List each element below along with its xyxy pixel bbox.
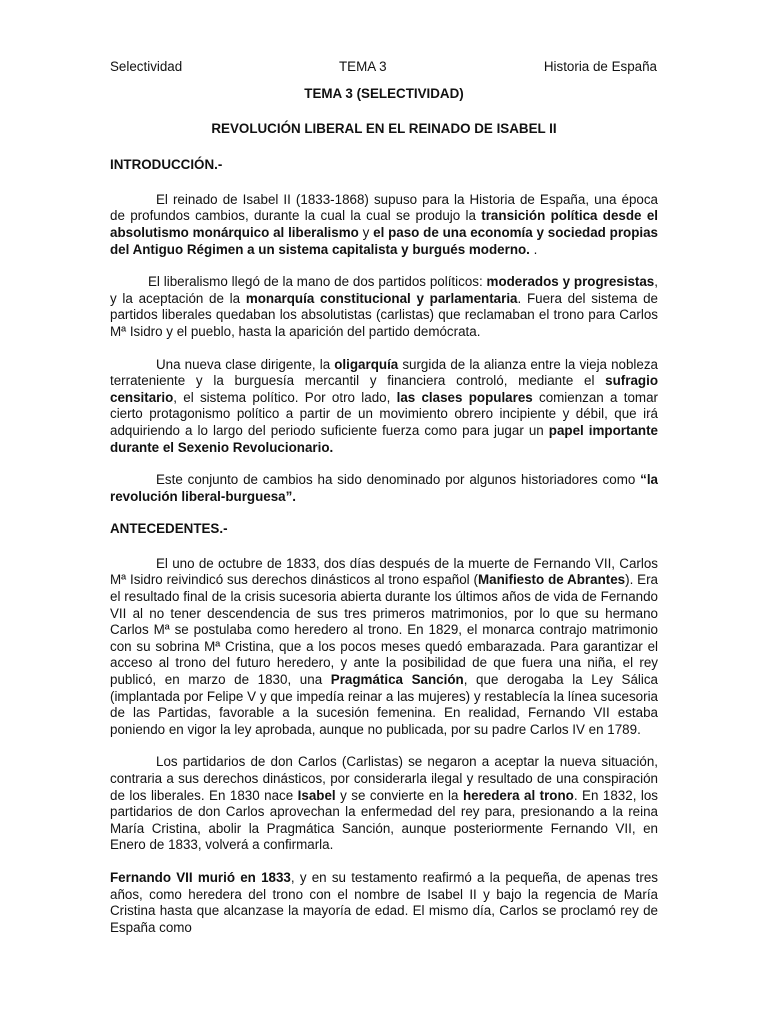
bold-text-run: Manifiesto de Abrantes <box>477 572 626 588</box>
text-run: surgida de la alianza entre la vieja nobleza terrateniente y la burguesía mercantil y financiera controló, mediante el <box>110 356 658 389</box>
header-left: Selectividad <box>110 59 183 74</box>
text-run: . Fuera del sistema de partidos liberales quedaban los absolutistas (carlistas) que reclamaban el trono para Carlos Mª Isidro y el pueblo, hasta la aparición del partido demócrata. <box>110 290 658 339</box>
header-center: TEMA 3 <box>339 59 387 74</box>
text-run: , que derogaba la Ley Sálica (implantada por Felipe V y que impedía reinar a las mujeres) y restablecía la línea sucesoria de las Partidas, favorable a la sucesión femenina. En realidad, Fernando VII estaba poniendo en vigor la ley aprobada, aunque no publicada, por su padre Carlos IV en 1789. <box>110 672 658 737</box>
bold-text-run: Pragmática Sanción <box>330 672 464 688</box>
bold-text-run: heredera al trono <box>462 787 574 803</box>
text-run: y <box>358 224 374 240</box>
text-run: El liberalismo llegó de la mano de dos partidos políticos: <box>148 274 487 290</box>
text-run: , y la aceptación de la <box>110 274 658 306</box>
text-run: El reinado de Isabel II (1833-1868) supuso para la Historia de España, una época de profundos cambios, durante la cual la cual se produjo la <box>110 191 658 224</box>
bold-text-run: el paso de una economía y sociedad propias del Antiguo Régimen a un sistema capitalista y burgués moderno. <box>110 224 659 257</box>
paragraph <box>110 472 658 505</box>
paragraph <box>110 274 658 340</box>
running-header <box>110 59 657 76</box>
bold-text-run: papel importante durante el Sexenio Revolucionario. <box>110 422 658 455</box>
text-run: . En 1832, los partidarios de don Carlos aprovechan la enfermedad del rey para, presionando a la reina María Cristina, abolir la Pragmática Sanción, aunque posteriormente Fernando VII, en Enero de 1833, volverá a confirmarla. <box>110 787 659 853</box>
section-heading-antecedentes: ANTECEDENTES.- <box>110 521 228 537</box>
bold-text-run: transición política desde el absolutismo monárquico al liberalismo <box>110 208 658 240</box>
document-body <box>110 86 658 952</box>
text-run: Este conjunto de cambios ha sido denominado por algunos historiadores como <box>156 472 641 488</box>
text-run: comienzan a tomar cierto protagonismo político a partir de un movimiento obrero incipiente y débil, que irá adquiriendo a lo largo del periodo suficiente fuerza como para jugar un <box>110 389 658 438</box>
paragraph <box>110 754 658 854</box>
text-run: Una nueva clase dirigente, la <box>156 356 335 372</box>
text-run: , y en su testamento reafirmó a la pequeña, de apenas tres años, como heredera del trono con el nombre de Isabel II y bajo la regencia de María Cristina hasta que alcanzase la mayoría de edad. El mismo día, Carlos se proclamó rey de España como <box>110 869 658 935</box>
header-right: Historia de España <box>543 59 657 74</box>
text-run: Los partidarios de don Carlos (Carlistas) se negaron a aceptar la nueva situación, contraria a sus derechos dinásticos, por considerarla ilegal y resultado de una conspiración de los liberales. En 1830 nace <box>110 754 658 803</box>
bold-text-run: Isabel <box>297 787 336 803</box>
text-run: . <box>529 241 538 257</box>
bold-text-run: monarquía constitucional y parlamentaria <box>245 290 518 306</box>
bold-text-run: “la revolución liberal-burguesa”. <box>110 472 658 504</box>
text-run: , el sistema político. Por otro lado, <box>173 389 397 405</box>
section-heading-introduccion: INTRODUCCIÓN.- <box>110 157 223 173</box>
document-title: TEMA 3 (SELECTIVIDAD) <box>304 86 464 101</box>
bold-text-run: oligarquía <box>334 356 399 372</box>
bold-text-run: moderados y progresistas <box>486 274 655 290</box>
paragraph <box>110 556 658 739</box>
bold-text-run: las clases populares <box>396 389 533 405</box>
paragraph <box>110 870 658 936</box>
text-run: y se convierte en la <box>335 787 463 803</box>
document-subtitle: REVOLUCIÓN LIBERAL EN EL REINADO DE ISABEL II <box>211 120 557 136</box>
paragraph <box>110 192 658 258</box>
text-run: ). Era el resultado final de la crisis sucesoria abierta durante los últimos años de vida de Fernando VII al no tener descendencia de sus tres primeros matrimonios, por lo que su hermano Carlos Mª se postulaba como heredero al trono. En 1829, el monarca contrajo matrimonio con su sobrina Mª Cristina, que a los pocos meses quedó embarazada. Para garantizar el acceso al trono del futuro heredero, y ante la posibilidad de que fuera una niña, el rey publicó, en marzo de 1830, una <box>110 572 658 688</box>
paragraph <box>110 357 658 457</box>
text-run: El uno de octubre de 1833, dos días después de la muerte de Fernando VII, Carlos Mª Isidro reivindicó sus derechos dinásticos al trono español ( <box>110 555 658 588</box>
bold-text-run: sufragio censitario <box>110 373 658 405</box>
bold-text-run: Fernando VII murió en 1833 <box>110 869 291 885</box>
